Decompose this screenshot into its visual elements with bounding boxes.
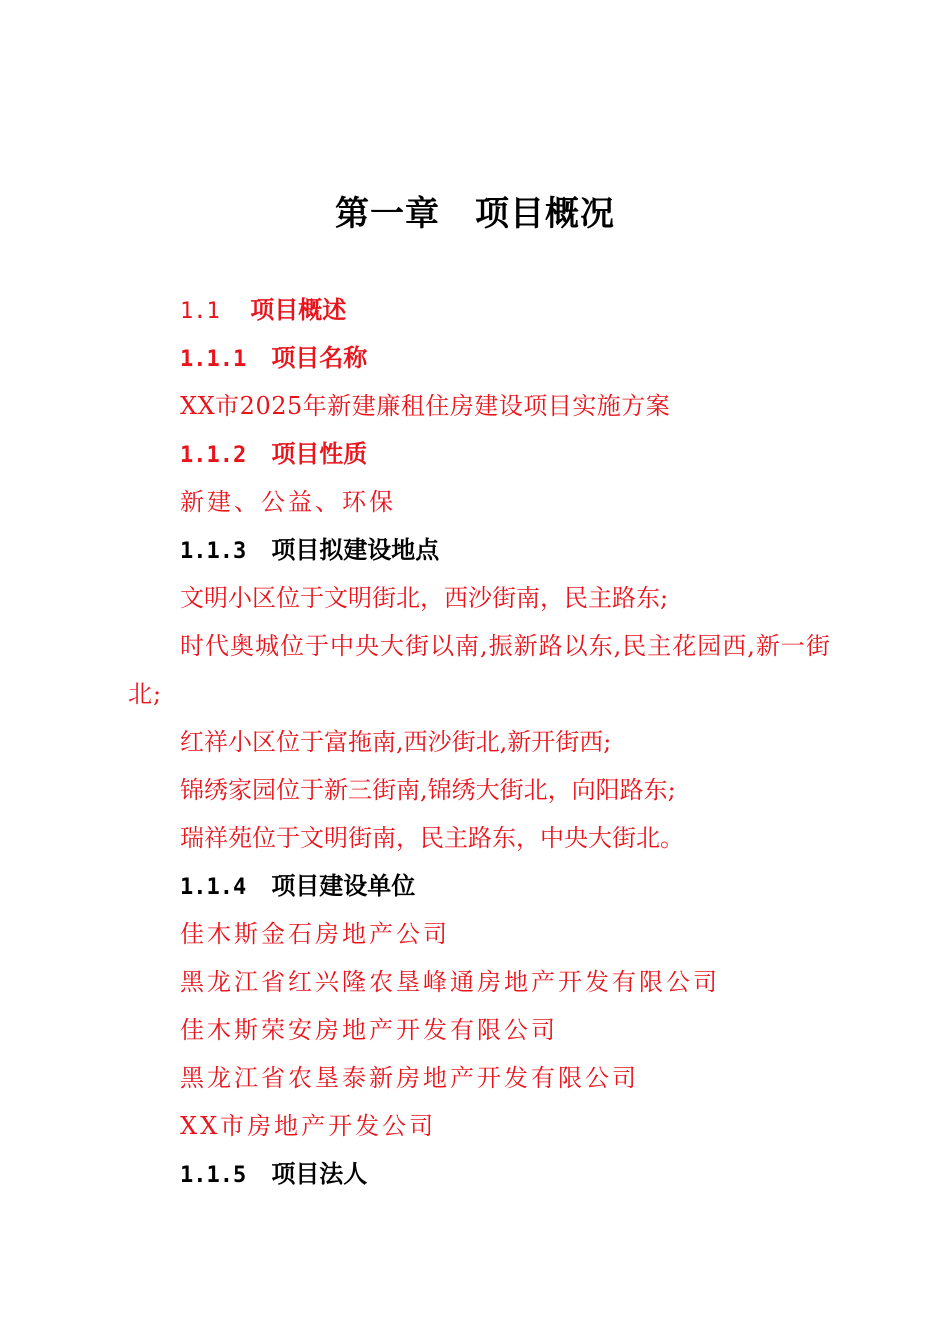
location-item: 红祥小区位于富拖南,西沙街北,新开街西; — [180, 728, 612, 756]
section-title: 项目建设单位 — [271, 871, 416, 900]
unit-item: 佳木斯金石房地产公司 — [180, 920, 450, 948]
location-item: 瑞祥苑位于文明街南，民主路东，中央大街北。 — [180, 824, 684, 852]
chapter-title: 第一章 项目概况 — [335, 194, 615, 234]
section-title: 项目拟建设地点 — [271, 535, 440, 564]
section-number: 1.1.1 — [180, 347, 247, 372]
section-title: 项目名称 — [271, 343, 368, 372]
unit-item: 黑龙江省农垦泰新房地产开发有限公司 — [180, 1064, 639, 1092]
section-1-1-3-heading — [180, 534, 439, 568]
section-title: 项目概述 — [250, 295, 347, 324]
section-title: 项目性质 — [271, 439, 368, 468]
unit-item: XX市房地产开发公司 — [180, 1112, 437, 1140]
project-nature: 新建、公益、环保 — [180, 488, 396, 516]
section-number: 1.1.5 — [180, 1163, 247, 1188]
location-item: 时代奥城位于中央大街以南,振新路以东,民主花园西,新一街北; — [128, 632, 831, 708]
project-name: XX市2025年新建廉租住房建设项目实施方案 — [180, 392, 671, 420]
section-number: 1.1.3 — [180, 539, 247, 564]
section-number: 1.1.2 — [180, 443, 247, 468]
unit-item: 佳木斯荣安房地产开发有限公司 — [180, 1016, 558, 1044]
section-number: 1.1 — [180, 299, 220, 324]
section-title: 项目法人 — [271, 1159, 368, 1188]
location-item: 锦绣家园位于新三街南,锦绣大街北，向阳路东; — [180, 776, 676, 804]
section-number: 1.1.4 — [180, 875, 247, 900]
section-1-1-5-heading — [180, 1158, 367, 1192]
unit-item: 黑龙江省红兴隆农垦峰通房地产开发有限公司 — [180, 968, 720, 996]
location-item: 文明小区位于文明街北，西沙街南，民主路东; — [180, 584, 669, 612]
section-1-1-2-heading — [180, 438, 367, 472]
section-1-1-1-heading — [180, 342, 367, 376]
section-1-1-4-heading — [180, 870, 415, 904]
section-1-1-heading — [180, 294, 346, 328]
